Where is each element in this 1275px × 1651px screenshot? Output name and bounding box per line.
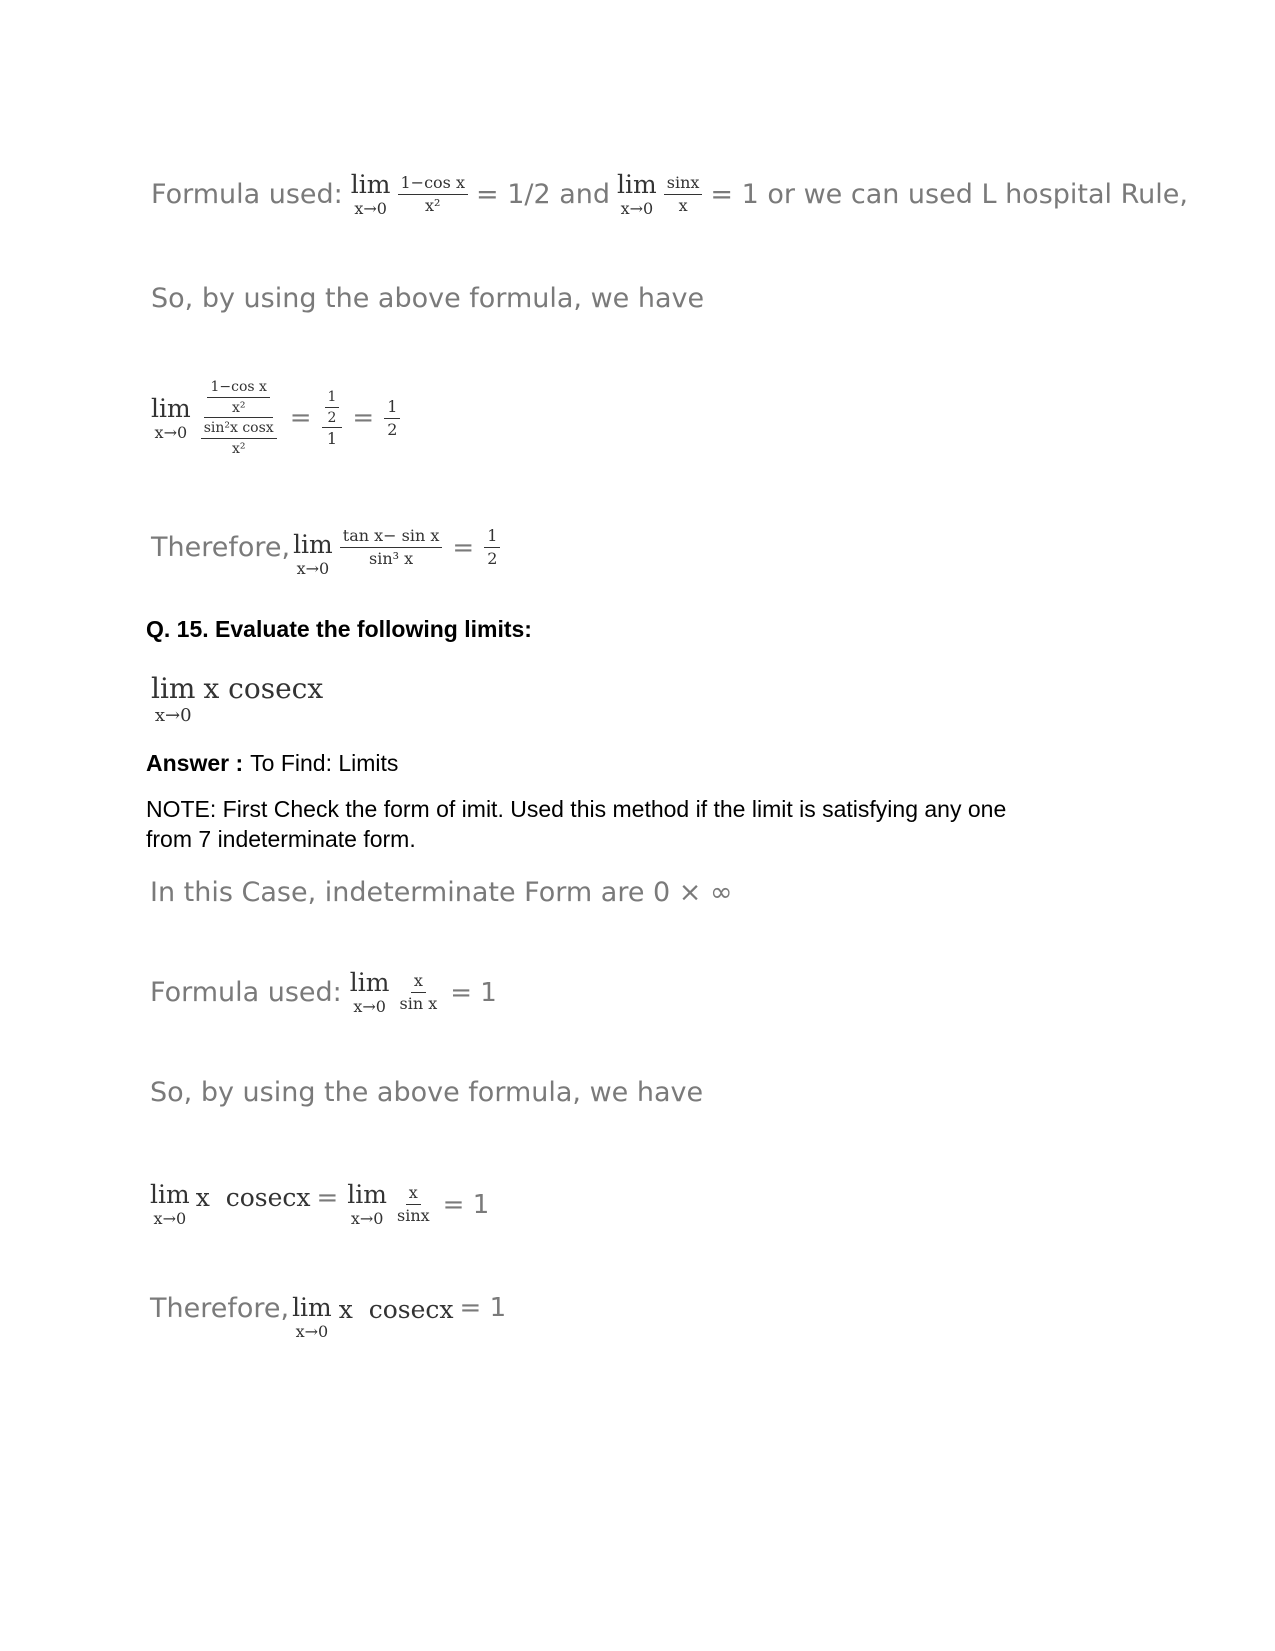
complex-fraction: [322, 390, 343, 447]
limit-operator: lim x→0: [617, 170, 657, 218]
fraction-denominator: 1: [326, 428, 338, 448]
formula-line-1: [151, 172, 1188, 217]
expression: x cosecx: [338, 1295, 454, 1324]
therefore-label: Therefore,: [151, 532, 291, 563]
fraction: $\frac{\text{1−cos x}}{\text{x²}}$: [207, 380, 269, 415]
fraction: $\frac{1}{2}$: [484, 528, 500, 567]
formula-text: = 1 or we can used L hospital Rule,: [710, 179, 1188, 210]
answer-text: To Find: Limits: [250, 750, 399, 776]
limit-operator: lim x→0: [151, 672, 196, 726]
note-line-1: [146, 796, 1006, 823]
question-title: [146, 616, 532, 643]
fraction: $\frac{\text{1−cos x}}{\text{x²}}$: [398, 175, 469, 214]
formula-line-2: [150, 970, 503, 1015]
limit-operator: lim x→0: [292, 1293, 332, 1341]
fraction: $\frac{1}{2}$: [325, 390, 340, 425]
note-line-2: [146, 826, 416, 853]
formula-text: = 1/2 and: [476, 179, 611, 210]
note-text: from 7 indeterminate form.: [146, 826, 416, 852]
limit-operator: lim x→0: [293, 530, 333, 578]
limit-operator: lim x→0: [151, 393, 191, 442]
limit-operator: lim x→0: [349, 968, 390, 1016]
nested-fraction-line: [151, 380, 404, 456]
therefore-label: Therefore,: [150, 1293, 290, 1324]
complex-numerator: [322, 390, 343, 428]
formula-label: Formula used:: [151, 179, 343, 210]
problem-expression: x cosecx: [203, 672, 324, 705]
formula-label: Formula used:: [150, 977, 342, 1008]
equals-sign: =: [452, 532, 475, 563]
expression: x cosecx: [195, 1183, 311, 1212]
case-text: In this Case, indeterminate Form are 0 × ∞: [150, 877, 733, 908]
fraction: $\frac{x}{\sin x}$: [396, 1183, 430, 1225]
equals-sign: =: [289, 403, 312, 433]
equals-sign: =: [352, 403, 375, 433]
fraction: $\frac{x}{\text{sin x}}$: [399, 971, 438, 1013]
text-line: [151, 283, 704, 314]
question-text: Q. 15. Evaluate the following limits:: [146, 616, 532, 642]
equals-one: = 1: [450, 977, 497, 1008]
equals-sign: =: [316, 1182, 339, 1213]
limit-operator: lim x→0: [350, 170, 391, 218]
paragraph-text: So, by using the above formula, we have: [151, 283, 705, 314]
complex-numerator: [204, 380, 272, 418]
answer-line: [146, 750, 398, 777]
equals-one: = 1: [459, 1293, 507, 1323]
equals-one: = 1: [442, 1189, 490, 1220]
evaluation-line: [150, 1182, 495, 1227]
answer-label: Answer :: [146, 750, 244, 776]
limit-operator: lim x→0: [150, 1180, 190, 1228]
case-line: [150, 877, 732, 908]
text-line: [150, 1077, 703, 1108]
fraction: $\frac{\sin x}{x}$: [664, 175, 703, 214]
paragraph-text: So, by using the above formula, we have: [150, 1077, 704, 1108]
therefore-line-2: [150, 1293, 512, 1340]
note-text: NOTE: First Check the form of imit. Used this method if the limit is satisfying any one: [146, 796, 1007, 822]
fraction: $\frac{1}{2}$: [384, 399, 400, 438]
complex-denominator: [198, 418, 280, 456]
therefore-line-1: [151, 518, 504, 577]
fraction: $\frac{\text{tan x− sin x}}{\text{sin³ x}}$: [340, 528, 443, 567]
problem-line: [151, 672, 324, 726]
fraction: $\frac{\text{sin²x cosx}}{\text{x²}}$: [201, 421, 277, 456]
limit-operator: lim x→0: [347, 1180, 387, 1228]
complex-fraction: [198, 380, 280, 456]
